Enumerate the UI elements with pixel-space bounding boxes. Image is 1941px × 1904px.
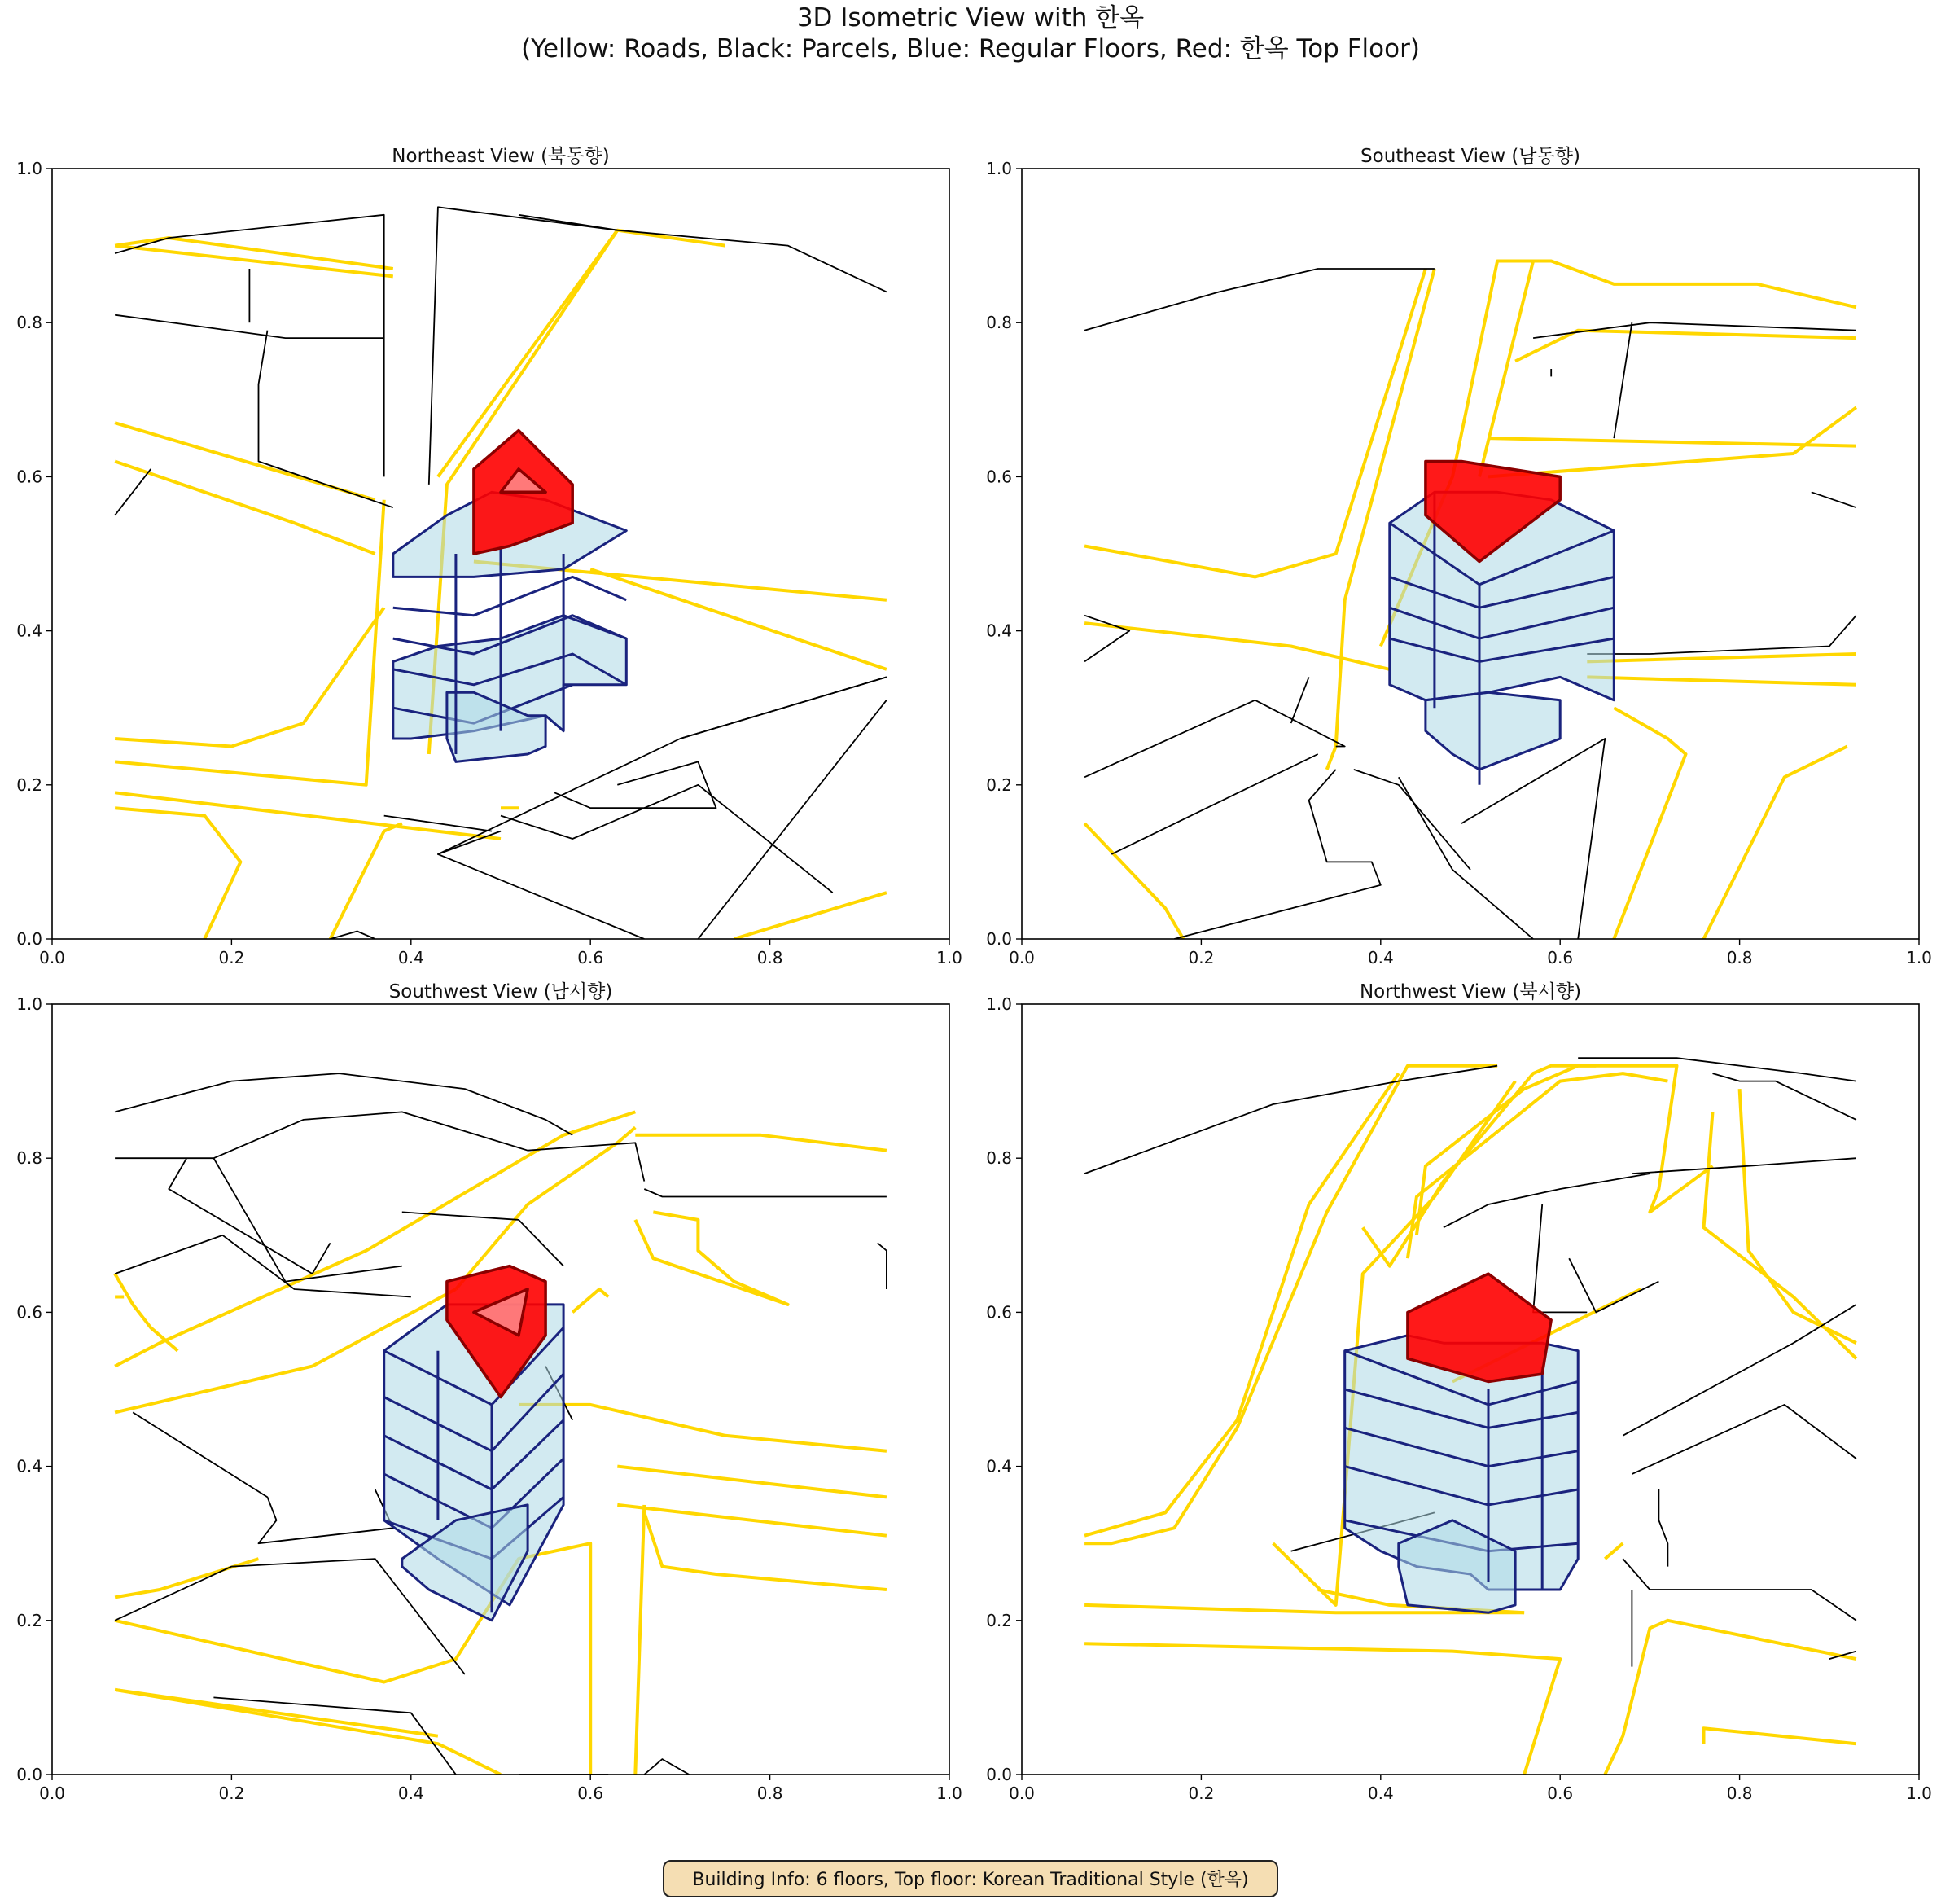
y-tick-label: 0.2 — [16, 774, 42, 795]
x-tick-label: 0.6 — [577, 1783, 604, 1803]
x-tick-label: 0.4 — [1367, 948, 1394, 967]
x-tick-label: 0.0 — [39, 1783, 65, 1803]
y-tick-label: 1.0 — [986, 994, 1012, 1014]
panel-4-plot-area — [1084, 1058, 1856, 1775]
road-line — [1084, 1643, 1560, 1775]
road-line — [1704, 1112, 1856, 1358]
x-tick-label: 0.8 — [1726, 1783, 1753, 1803]
parcel-line — [1578, 1058, 1856, 1081]
hanok-top-floor-mark — [1408, 1274, 1551, 1381]
road-line — [1605, 1621, 1856, 1775]
y-tick-label: 0.2 — [986, 774, 1012, 795]
figure-title-line1: 3D Isometric View with 한옥 — [796, 3, 1145, 33]
x-tick-label: 0.4 — [1367, 1783, 1394, 1803]
panel-2-title: Southeast View (남동향) — [1360, 146, 1580, 167]
panel-1-title: Northeast View (북동향) — [392, 146, 610, 167]
y-tick-label: 0.8 — [16, 1148, 42, 1169]
x-tick-label: 0.8 — [1726, 948, 1753, 967]
parcel-line — [1713, 1073, 1856, 1120]
y-tick-label: 0.4 — [986, 621, 1012, 641]
y-tick-label: 0.6 — [986, 467, 1012, 487]
x-tick-label: 1.0 — [1906, 1783, 1932, 1803]
road-line — [1408, 1073, 1667, 1258]
road-line — [1704, 1728, 1856, 1744]
y-tick-label: 0.2 — [16, 1610, 42, 1630]
parcel-line — [1658, 1489, 1667, 1567]
x-tick-label: 0.4 — [397, 948, 424, 967]
x-tick-label: 1.0 — [936, 948, 962, 967]
x-tick-label: 0.6 — [577, 948, 604, 967]
y-tick-label: 0.0 — [16, 929, 42, 949]
road-line — [1605, 1543, 1623, 1559]
y-tick-label: 0.0 — [986, 929, 1012, 949]
x-tick-label: 0.4 — [397, 1783, 424, 1803]
x-tick-label: 0.0 — [1009, 948, 1035, 967]
y-tick-label: 0.0 — [986, 1765, 1012, 1784]
x-tick-label: 0.2 — [218, 1783, 245, 1803]
y-tick-label: 0.8 — [16, 313, 42, 333]
x-tick-label: 0.0 — [39, 948, 65, 967]
y-tick-label: 0.4 — [16, 621, 42, 641]
road-line — [1417, 1066, 1713, 1235]
x-tick-label: 1.0 — [1906, 948, 1932, 967]
x-tick-label: 0.6 — [1547, 948, 1574, 967]
x-tick-label: 0.0 — [1009, 1783, 1035, 1803]
y-tick-label: 0.4 — [16, 1456, 42, 1476]
y-tick-label: 0.2 — [986, 1610, 1012, 1630]
building-info-box: Building Info: 6 floors, Top floor: Korean Traditional Style (한옥) — [663, 1860, 1278, 1897]
y-tick-label: 1.0 — [16, 159, 42, 178]
parcel-line — [1623, 1559, 1856, 1621]
road-line — [1740, 1089, 1856, 1343]
x-tick-label: 0.2 — [218, 948, 245, 967]
parcel-line — [1632, 1405, 1856, 1474]
y-tick-label: 1.0 — [16, 994, 42, 1014]
x-tick-label: 0.8 — [756, 1783, 783, 1803]
y-tick-label: 0.4 — [986, 1456, 1012, 1476]
x-tick-label: 0.6 — [1547, 1783, 1574, 1803]
x-tick-label: 0.2 — [1188, 1783, 1215, 1803]
y-tick-label: 0.8 — [986, 313, 1012, 333]
x-tick-label: 0.8 — [756, 948, 783, 967]
y-tick-label: 0.0 — [16, 1765, 42, 1784]
x-tick-label: 0.2 — [1188, 948, 1215, 967]
figure-title-line2: (Yellow: Roads, Black: Parcels, Blue: Regular Floors, Red: 한옥 Top Floor) — [521, 34, 1420, 64]
y-tick-label: 0.6 — [986, 1302, 1012, 1323]
x-tick-label: 1.0 — [936, 1783, 962, 1803]
panel-4-title: Northwest View (북서향) — [1359, 981, 1582, 1002]
y-tick-label: 0.6 — [16, 467, 42, 487]
parcel-line — [1444, 1174, 1650, 1227]
parcel-line — [1533, 1204, 1587, 1312]
panel-3-title: Southwest View (남서향) — [388, 981, 613, 1002]
y-tick-label: 0.6 — [16, 1302, 42, 1323]
y-tick-label: 1.0 — [986, 159, 1012, 178]
parcel-line — [1569, 1258, 1658, 1312]
y-tick-label: 0.8 — [986, 1148, 1012, 1169]
